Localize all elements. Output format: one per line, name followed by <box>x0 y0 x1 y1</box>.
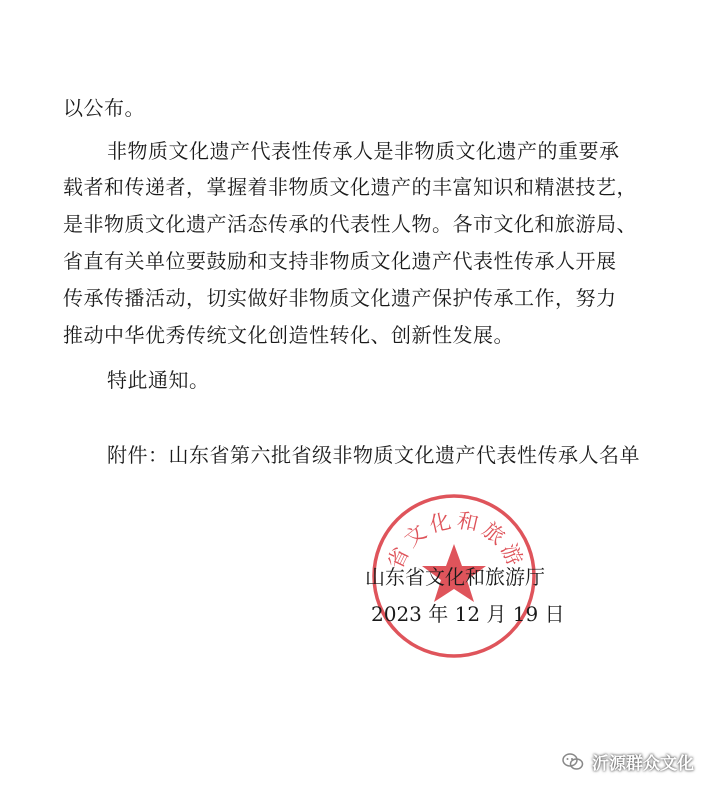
text-line-4: 是非物质文化遗产活态传承的代表性人物。各市文化和旅游局、 <box>63 212 637 236</box>
signature-date: 2023 年 12 月 19 日 <box>371 602 565 626</box>
text-line-7: 推动中华优秀传统文化创造性转化、创新性发展。 <box>63 323 514 347</box>
text-line-3: 载者和传递者，掌握着非物质文化遗产的丰富知识和精湛技艺， <box>63 175 637 199</box>
watermark <box>562 749 694 774</box>
text-line-5: 省直有关单位要鼓励和支持非物质文化遗产代表性传承人开展 <box>63 249 617 273</box>
watermark-text: 沂源群众文化 <box>592 754 694 774</box>
attachment-line: 附件：山东省第六批省级非物质文化遗产代表性传承人名单 <box>107 443 640 467</box>
wechat-icon <box>562 752 584 772</box>
text-line-6: 传承传播活动，切实做好非物质文化遗产保护传承工作，努力 <box>63 286 617 310</box>
text-line-1: 以公布。 <box>63 96 145 120</box>
svg-text:省文化和旅游: 省文化和旅游 <box>383 508 529 573</box>
signature-org: 山东省文化和旅游厅 <box>365 565 545 589</box>
text-line-2: 非物质文化遗产代表性传承人是非物质文化遗产的重要承 <box>107 139 620 163</box>
text-line-8: 特此通知。 <box>107 368 210 392</box>
